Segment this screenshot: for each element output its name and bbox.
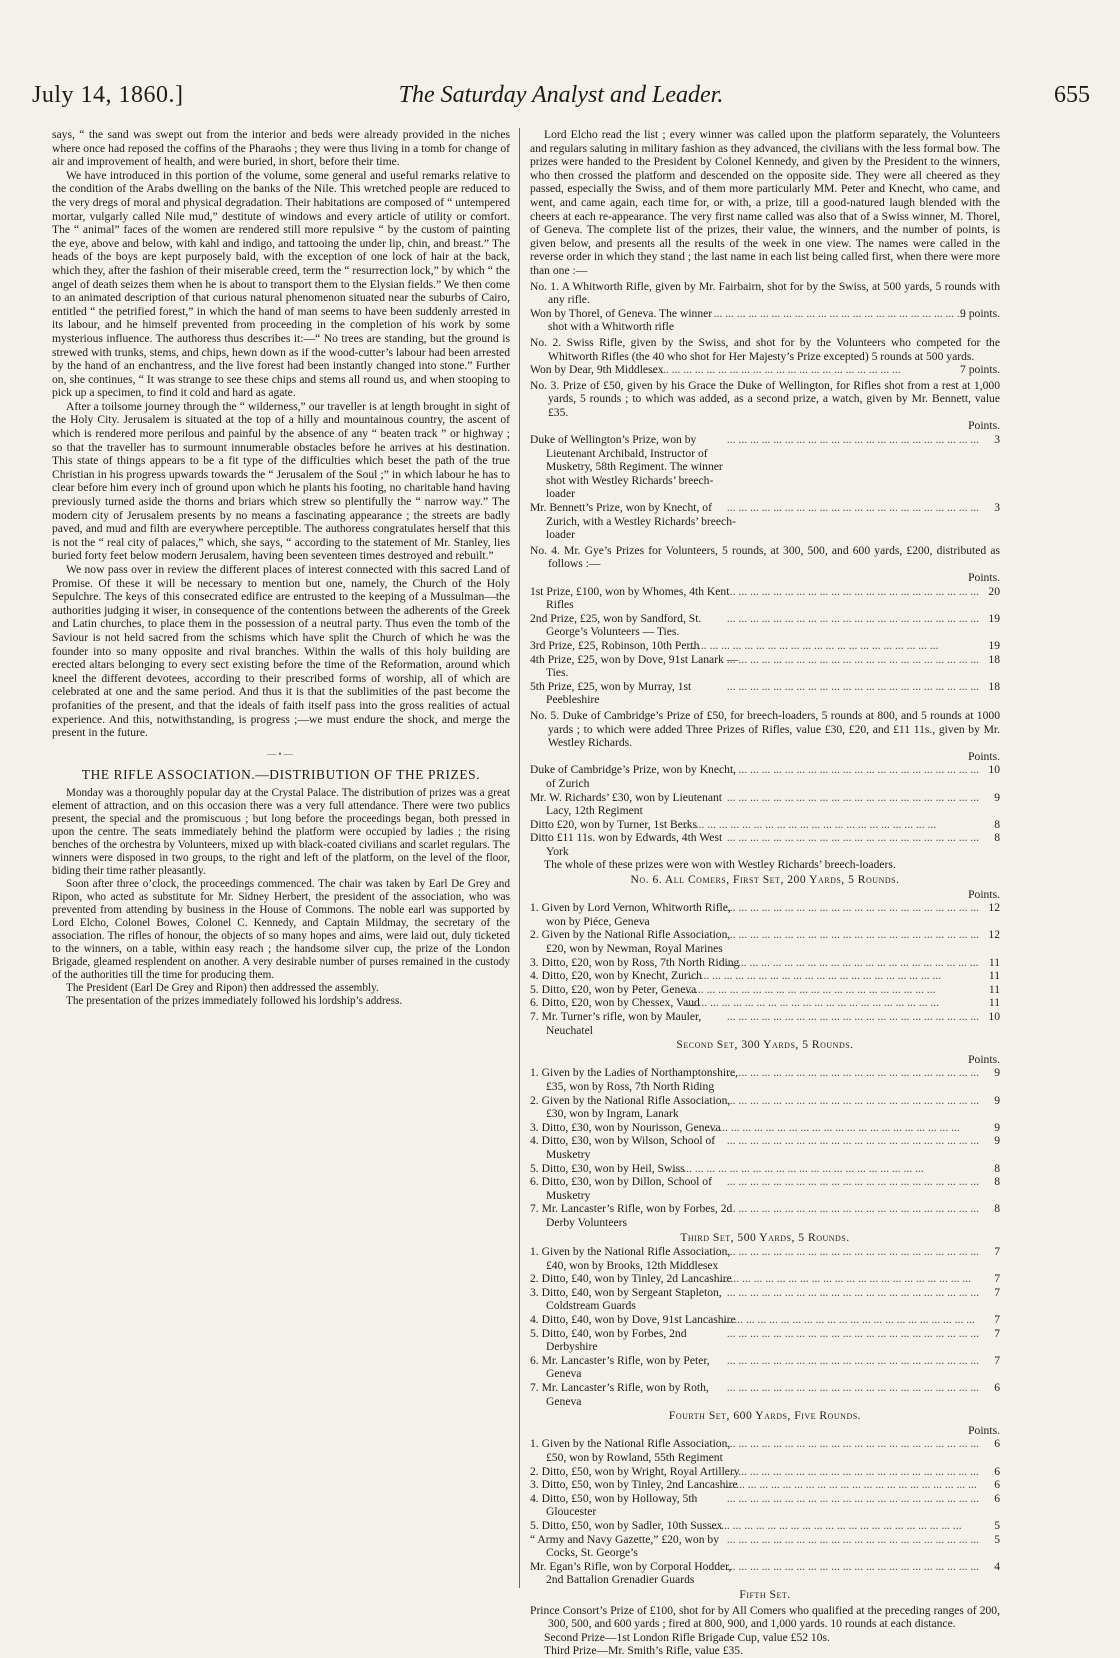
prize-entry [530, 1560, 1000, 1587]
entry-text: “ Army and Navy Gazette,” £20, won by Cocks, St. George’s [530, 1532, 719, 1560]
result-text: Won by Dear, 9th Middlesex [530, 363, 664, 377]
entry-points: 8 [994, 1161, 1000, 1175]
prize-entry [530, 1272, 1000, 1286]
entry-points: 10 [988, 763, 1000, 777]
publication-title: The Saturday Analyst and Leader. [398, 82, 724, 108]
entry-points: 7 [994, 1285, 1000, 1299]
entry-text: 3. Ditto, £40, won by Sergeant Stapleton, Coldstream Guards [530, 1285, 722, 1313]
entry-points: 6 [994, 1491, 1000, 1505]
entry-text: 7. Mr. Lancaster’s Rifle, won by Roth, Geneva [530, 1381, 709, 1408]
prize-entry [530, 639, 1000, 653]
entry-points: 3 [994, 501, 1000, 515]
second-prize: Second Prize—1st London Rifle Brigade Cup, value £52 10s. [544, 1630, 830, 1644]
prize-entry [530, 831, 1000, 858]
prize-list [530, 1066, 1000, 1229]
entry-text: 5. Ditto, £30, won by Heil, Swiss [530, 1161, 685, 1175]
prize-heading: No. 4. Mr. Gye’s Prizes for Volunteers, 5 rounds, at 300, 500, and 600 yards, £200, distributed as follows :— [530, 543, 1000, 571]
prize-heading: No. 3. Prize of £50, given by his Grace the Duke of Wellington, for Rifles shot from a rest at 1,000 yards, 5 rounds ; to which was added, as a second prize, a watch, given by Mr. Bennett, value £35. [530, 378, 1000, 419]
prize-entry [530, 791, 1000, 818]
prize-heading: No. 5. Duke of Cambridge’s Prize of £50, for breech-loaders, 5 rounds at 800, and 5 rounds at 1000 yards ; to which were added Three Prizes of Rifles, value £30, £20, and £11 11s., given by Mr. Westley Richards. [530, 708, 1000, 750]
entry-text: 3. Ditto, £50, won by Tinley, 2nd Lancashire [530, 1478, 738, 1492]
entry-text: 1. Given by the Ladies of Northamptonshire, £35, won by Ross, 7th North Riding [530, 1066, 738, 1093]
prize-entry [530, 1381, 1000, 1408]
entry-points: 9 [994, 1120, 1000, 1134]
prize-entry [530, 1286, 1000, 1313]
entry-points: 5 [994, 1518, 1000, 1532]
entry-points: 8 [994, 831, 1000, 845]
entry-points: 19 [988, 638, 1000, 652]
result-points: 7 points. [960, 363, 1000, 377]
entry-points: 18 [988, 679, 1000, 693]
entry-text: 2. Ditto, £50, won by Wright, Royal Artillery [530, 1464, 740, 1478]
entry-points: 11 [988, 969, 1000, 983]
prize-result [530, 307, 1000, 334]
entry-text: Duke of Cambridge’s Prize, won by Knecht, of Zurich [530, 763, 737, 790]
entry-points: 12 [988, 928, 1000, 942]
entry-points: 6 [994, 1478, 1000, 1492]
points-label: Points. [968, 887, 1000, 901]
set-heading: Fourth Set, 600 Yards, Five Rounds. [668, 1409, 862, 1423]
points-label: Points. [968, 1423, 1000, 1437]
entry-points: 7 [994, 1326, 1000, 1340]
entry-points: 4 [994, 1559, 1000, 1573]
entry-text: 2. Given by the National Rifle Association, £20, won by Newman, Royal Marines [530, 928, 731, 956]
entry-text: 4th Prize, £25, won by Dove, 91st Lanark — Ties. [530, 652, 739, 680]
entry-text: 7. Mr. Lancaster’s Rifle, won by Forbes, 2d Derby Volunteers [530, 1202, 733, 1229]
prize-list [530, 433, 1000, 542]
entry-text: Mr. Bennett’s Prize, won by Knecht, of Zurich, with a Westley Richards’ breech-loader [530, 501, 736, 542]
entry-text: 3. Ditto, £20, won by Ross, 7th North Riding [530, 955, 740, 969]
entry-points: 11 [988, 982, 1000, 996]
set-heading: Third Set, 500 Yards, 5 Rounds. [680, 1230, 850, 1244]
entry-points: 3 [994, 433, 1000, 447]
result-text: Won by Thorel, of Geneva. The winner shot with a Whitworth rifle [530, 306, 713, 334]
prize-entry [530, 612, 1000, 639]
entry-points: 8 [994, 1202, 1000, 1216]
prize-entry [530, 1010, 1000, 1037]
entry-text: 5. Ditto, £50, won by Sadler, 10th Sussex [530, 1518, 723, 1532]
entry-points: 18 [988, 652, 1000, 666]
prize-result [530, 363, 1000, 377]
prize-entry [530, 1162, 1000, 1176]
prize-entry [530, 956, 1000, 970]
entry-points: 7 [994, 1313, 1000, 1327]
entry-text: 6. Ditto, £30, won by Dillon, School of Musketry [530, 1175, 712, 1202]
prize-entry [530, 1134, 1000, 1161]
prize-entry [530, 680, 1000, 707]
entry-text: 1. Given by the National Rifle Association, £40, won by Brooks, 12th Middlesex [530, 1245, 731, 1272]
entry-text: 5. Ditto, £20, won by Peter, Geneva [530, 982, 697, 996]
prize-entry [530, 1478, 1000, 1492]
right-column [530, 128, 1000, 1658]
issue-date: July 14, 1860.] [32, 82, 184, 108]
entry-points: 7 [994, 1245, 1000, 1259]
prize-entry [530, 1094, 1000, 1121]
entry-points: 5 [994, 1532, 1000, 1546]
article-paragraph: Monday was a thoroughly popular day at the Crystal Palace. The distribution of prizes was a great element of attraction, and on this occasion there was a very full attendance. There were two publics present, the special and the promiscuous ; but long before the proceedings began, both pressed in upon the centre. The seats immediately behind the platform were occupied by ladies ; the rising benches of the orchestra by Volunteers, mixed up with black-coated civilians and scarlet regulars. The winners were disposed in two groups, to the right and left of the platform, on the level of the floor, biding their time rather pleasantly. [52, 787, 510, 878]
entry-points: 9 [994, 1134, 1000, 1148]
prize-entry [530, 969, 1000, 983]
prize-entry [530, 1465, 1000, 1479]
entry-text: 4. Ditto, £30, won by Wilson, School of Musketry [530, 1134, 716, 1161]
entry-points: 7 [994, 1353, 1000, 1367]
entry-points: 11 [988, 955, 1000, 969]
entry-text: 3. Ditto, £30, won by Nourisson, Geneva [530, 1120, 721, 1134]
entry-text: 1. Given by Lord Vernon, Whitworth Rifle, won by Piéce, Geneva [530, 901, 731, 928]
entry-text: 5. Ditto, £40, won by Forbes, 2nd Derbyshire [530, 1326, 687, 1354]
prize-entry [530, 653, 1000, 680]
entry-text: 2. Given by the National Rifle Association, £30, won by Ingram, Lanark [530, 1093, 731, 1121]
prize-entry [530, 928, 1000, 955]
prize-entry [530, 1533, 1000, 1560]
entry-text: 7. Mr. Turner’s rifle, won by Mauler, Neuchatel [530, 1010, 702, 1037]
entry-points: 9 [994, 1066, 1000, 1080]
entry-points: 8 [994, 817, 1000, 831]
entry-text: 2nd Prize, £25, won by Sandford, St. George’s Volunteers — Ties. [530, 611, 702, 639]
entry-text: 6. Mr. Lancaster’s Rifle, won by Peter, Geneva [530, 1353, 710, 1381]
prize-entry [530, 996, 1000, 1010]
entry-points: 6 [994, 1437, 1000, 1451]
entry-text: Mr. Egan’s Rifle, won by Corporal Hodder, 2nd Battalion Grenadier Guards [530, 1559, 732, 1587]
prize-entry [530, 1202, 1000, 1229]
prize-entry [530, 1327, 1000, 1354]
prize-entry [530, 433, 1000, 501]
article-heading: THE RIFLE ASSOCIATION.—DISTRIBUTION OF THE PRIZES. [81, 767, 481, 783]
entry-text: 1. Given by the National Rifle Association, £50, won by Rowland, 55th Regiment [530, 1437, 731, 1464]
points-label: Points. [968, 419, 1000, 433]
prize-entry [530, 1313, 1000, 1327]
entry-text: 2. Ditto, £40, won by Tinley, 2d Lancashire [530, 1272, 732, 1286]
prize-entry [530, 1245, 1000, 1272]
entry-text: 5th Prize, £25, won by Murray, 1st Peebleshire [530, 679, 692, 707]
prize-list-intro: Lord Elcho read the list ; every winner was called upon the platform separately, the Volunteers and regulars saluting in military fashion as they advanced, the civilians with the less formal bow. The prizes were handed to the President by Colonel Kennedy, and given by the President to the winners, who then crossed the platform and descended on the opposite side. They were all cheered as they passed, especially the Swiss, and of them more particularly MM. Peter and Knecht, who came, and went, and came again, each time for, or with, a prize, till a good-natured laugh blended with the cheers at each re-appearance. The very first name called was also that of a Swiss winner, M. Thorel, of Geneva. The complete list of the prizes, their value, the winners, and the number of points, is given below, and presents all the results of the week in one view. The names were called in the reverse order in which they stand ; the last name in each list being called first, when there were more than one :— [530, 128, 1000, 277]
article-paragraph: The presentation of the prizes immediately followed his lordship’s address. [66, 995, 403, 1008]
prize-list [530, 901, 1000, 1037]
entry-points: 12 [988, 901, 1000, 915]
entry-text: Mr. W. Richards’ £30, won by Lieutenant Lacy, 12th Regiment [530, 790, 723, 818]
entry-text: 6. Ditto, £20, won by Chessex, Vaud [530, 996, 700, 1010]
prize-list [530, 763, 1000, 858]
entry-points: 9 [994, 1093, 1000, 1107]
prize-entry [530, 1121, 1000, 1135]
prize-entry [530, 1519, 1000, 1533]
article-paragraph: Soon after three o’clock, the proceedings commenced. The chair was taken by Earl De Grey and Ripon, who acted as substitute for Mr. Sidney Herbert, the president of the association, who was prevented from attending by business in the House of Commons. The noble earl was supported by Lord Elcho, Colonel Bowes, Colonel C. Kennedy, and Captain Mildmay, the secretary of the association. The rifles of honour, the objects of so many hopes and aims, were laid out, duly ticketed to the winners, on a table, within easy reach ; the handsome silver cup, the prize of the London Brigade, gleamed resplendent on another. A very desirable number of purses remained in the custody of the authorities till the time for producing them. [52, 878, 510, 982]
review-paragraph: We now pass over in review the different places of interest connected with this sacred Land of Promise. Of these it will be necessary to mention but one, namely, the Church of the Holy Sepulchre. The keys of this consecrated edifice are entrusted to the keeping of a Mussulman—the authorities judging it wiser, in consequence of the contentions between the adherents of the Greek and Latin churches, to place them in the possession of a neutral party. Thus even the tomb of the Saviour is not held sacred from the schisms which have split the Church of which he was the founder into so many opposite and rival branches. Within the walls of this holy building are erected altars belonging to every sect existing before the time of the Reformation, around which kneel the different devotees, according to their prescribed forms of worship, all of which are celebrated at one and the same period. And thus it is that the sublimities of the past become the profanities of the present, and that the ideals of faith itself pass into the gross realities of actual experience. And this, notwithstanding, is progress ;—we must endure the shock, and merge the present in the future. [52, 563, 510, 740]
prize-entry [530, 1066, 1000, 1093]
entry-points: 20 [988, 584, 1000, 598]
entry-points: 19 [988, 611, 1000, 625]
entry-text: 4. Ditto, £50, won by Holloway, 5th Gloucester [530, 1491, 698, 1519]
prize-entry [530, 501, 1000, 542]
result-points: 9 points. [960, 306, 1000, 320]
prize-list [530, 1437, 1000, 1587]
third-prize: Third Prize—Mr. Smith’s Rifle, value £35. [544, 1644, 744, 1658]
entry-points: 8 [994, 1175, 1000, 1189]
prize-entry [530, 1437, 1000, 1464]
review-paragraph: After a toilsome journey through the “ wilderness,” our traveller is at length brought in sight of the Holy City. Jerusalem is situated at the top of a hilly and mountainous country, the ascent of which is rendered more perilous and painful by the absence of any “ beaten track ” or highway ; so that the traveller has to surmount innumerable obstacles before he arrives at his destination. This state of things appears to be a fit type of the difficulties which beset the path of the true Christian in his progress upwards towards the “ Jerusalem of the Soul ;” in which labour he has to clear before him every inch of ground upon which he plants his footing, no charitable hand having previously turned aside the thorns and briars which strew so plentifully the “ narrow way.” The modern city of Jerusalem presents by no means a fascinating appearance ; the streets are badly paved, and mud and filth are everywhere perceptible. The authoress congratulates herself that this is not the “ real city of palaces,” which, she says, “ according to the statement of Mr. Stanley, lies buried forty feet below modern Jerusalem, having been seventeen times destroyed and rebuilt.” [52, 399, 510, 563]
article-paragraph: The President (Earl De Grey and Ripon) then addressed the assembly. [66, 982, 379, 995]
entry-text: Duke of Wellington’s Prize, won by Lieutenant Archibald, Instructor of Musketry, 58th Regiment. The winner shot with Westley Richards’ breech-loader [530, 433, 723, 501]
set-heading: Fifth Set. [739, 1587, 791, 1601]
page-header [32, 82, 1090, 116]
entry-points: 6 [994, 1464, 1000, 1478]
entry-points: 9 [994, 790, 1000, 804]
page-number: 655 [1054, 82, 1090, 108]
entry-text: 1st Prize, £100, won by Whomes, 4th Kent Rifles [530, 584, 730, 612]
prize-entry [530, 818, 1000, 832]
prize-heading: No. 1. A Whitworth Rifle, given by Mr. Fairbairn, shot for by the Swiss, at 500 yards, 5 rounds with any rifle. [530, 279, 1000, 307]
set-heading: Second Set, 300 Yards, 5 Rounds. [676, 1038, 854, 1052]
prize-entry [530, 585, 1000, 612]
entry-text: 4. Ditto, £20, won by Knecht, Zurich [530, 969, 702, 983]
fifth-set-text: Prince Consort’s Prize of £100, shot for by All Comers who qualified at the preceding ranges of 200, 300, 500, and 600 yards ; fired at 800, 900, and 1,000 yards. 10 rounds at each distance. [530, 1603, 1000, 1631]
entry-text: Ditto £11 11s. won by Edwards, 4th West York [530, 831, 723, 858]
column-rule [519, 128, 520, 1588]
prize-list [530, 585, 1000, 707]
review-paragraph: We have introduced in this portion of the volume, some general and useful remarks relative to the condition of the Arabs dwelling on the banks of the Nile. This wretched people are reduced to the very dregs of moral and physical degradation. Their habitations are composed of “ untempered mortar, vulgarly called Nile mud,” destitute of windows and every article of utility or comfort. The “ animal” faces of the women are rendered still more repulsive “ by the custom of painting the eye, above and below, with kahl and indigo, and tattooing the under lip, chin, and breast.” The heads of the boys are kept purposely bald, with the exception of one lock of hair at the back, which they, after the fashion of their miserable creed, term the “ resurrection lock,” by which “ the angel of death seizes them when he is about to transport them to the Elysian fields.” We then come to an animated description of that curious natural phenomenon situated near the suburbs of Cairo, entitled “ the petrified forest,” in which the hand of man seems to have been suddenly arrested in its labour, and he himself prevented from proceeding in the completion of his work by some mysterious influence. The authoress thus describes it:—“ No trees are standing, but the ground is strewed with trunks, stems, and chips, hewn down as if the wood-cutter’s labour had been arrested by the hand of an enchantress, and the live forest had been instantly changed into stone.” Further on, she continues, “ It was strange to see these chips and stems all round us, and when stooping to pick up a specimen, to find it cold and hard as agate. [52, 168, 510, 400]
prize-entry [530, 1354, 1000, 1381]
prize-entry [530, 901, 1000, 928]
points-label: Points. [968, 1052, 1000, 1066]
prize-note: The whole of these prizes were won with Westley Richards’ breech-loaders. [544, 858, 896, 872]
entry-text: 3rd Prize, £25, Robinson, 10th Perth [530, 638, 700, 652]
prize-entry [530, 763, 1000, 790]
prize-heading: No. 2. Swiss Rifle, given by the Swiss, and shot for by the Volunteers who competed for the Whitworth Rifles (the 40 who shot for Her Majesty’s Prize excepted) 5 rounds at 500 yards. [530, 335, 1000, 363]
entry-points: 11 [988, 996, 1000, 1010]
section-divider: —•— [267, 748, 295, 759]
left-column [52, 128, 510, 1598]
points-label: Points. [968, 749, 1000, 763]
entry-points: 6 [994, 1381, 1000, 1395]
review-paragraph: says, “ the sand was swept out from the interior and beds were already provided in the niches where once had reposed the coffins of the Pharaohs ; they were thus living in a tomb for change of air and improvement of health, and were buried, in short, before their time. [52, 128, 510, 169]
set-heading: No. 6. All Comers, First Set, 200 Yards, 5 Rounds. [630, 873, 900, 887]
prize-entry [530, 983, 1000, 997]
prize-list [530, 1245, 1000, 1408]
entry-points: 7 [994, 1272, 1000, 1286]
prize-entry [530, 1175, 1000, 1202]
entry-points: 10 [988, 1010, 1000, 1023]
points-label: Points. [968, 571, 1000, 584]
prize-entry [530, 1492, 1000, 1519]
entry-text: Ditto £20, won by Turner, 1st Berks [530, 817, 698, 831]
entry-text: 4. Ditto, £40, won by Dove, 91st Lancashire [530, 1313, 736, 1327]
